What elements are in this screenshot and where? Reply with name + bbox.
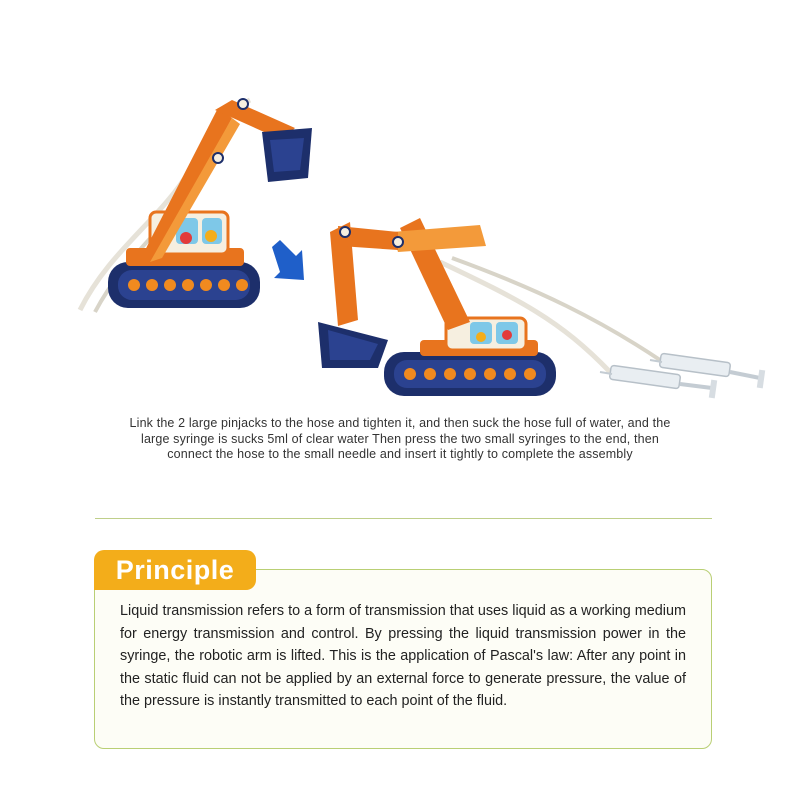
principle-heading: Principle (94, 550, 256, 590)
assembly-instructions-text: Link the 2 large pinjacks to the hose and tighten it, and then suck the hose full of water, and the large syringe is sucks 5ml of clear water Then press the two small syringes to the end, then connect the hose to the small needle and insert it tightly to complete the assembly (129, 416, 671, 461)
excavator-raised-image (80, 99, 312, 312)
principle-body-text: Liquid transmission refers to a form of transmission that uses liquid as a working medium for energy transmission and control. By pressing the liquid transmission power in the syringe, the robotic arm is lifted. This is the application of Pascal's law: After any point in the static fluid can not be applied by an external force to generate pressure, the value of the pressure is instantly transmitted to each point of the fluid. (120, 603, 686, 710)
arrow-down-right-icon (272, 240, 304, 280)
excavator-lowered-image (318, 218, 765, 398)
section-divider (95, 518, 712, 519)
